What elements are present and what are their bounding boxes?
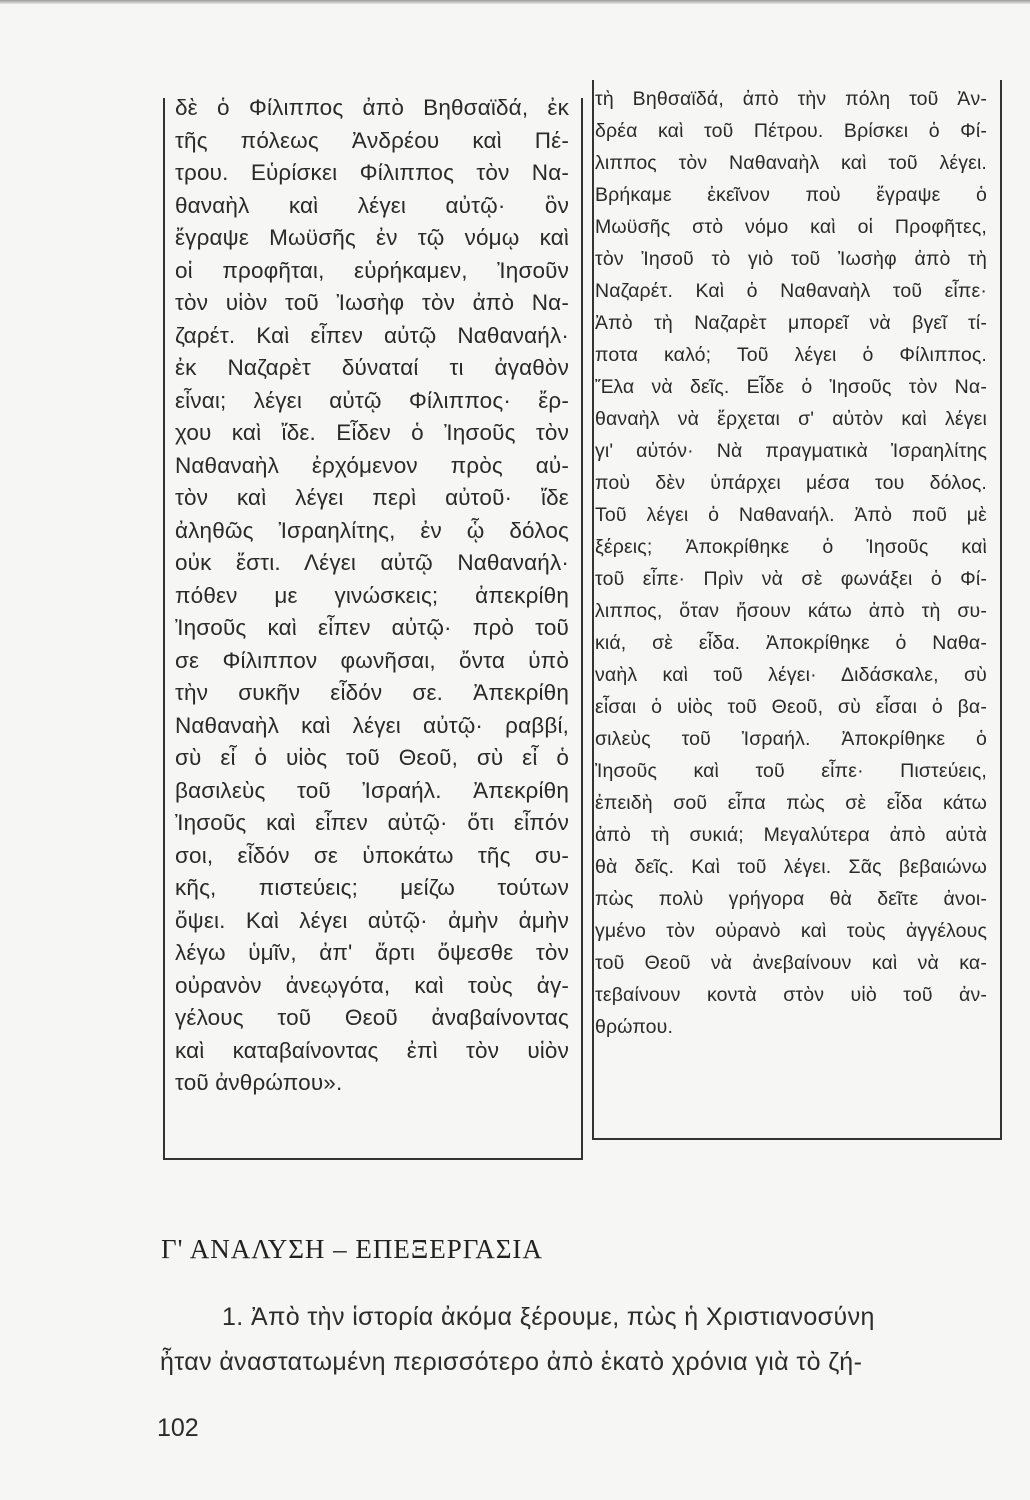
text-line: δρέα καὶ τοῦ Πέτρου. Βρίσκει ὁ Φί- xyxy=(595,120,987,142)
text-line: σοι, εἶδόν σε ὑποκάτω τῆς συ- xyxy=(175,842,569,868)
text-line: πὼς πολὺ γρήγορα θὰ δεῖτε ἀνοι- xyxy=(595,888,987,910)
text-line: χου καὶ ἴδε. Εἶδεν ὁ Ἰησοῦς τὸν xyxy=(175,420,569,445)
text-line: τῆς πόλεως Ἀνδρέου καὶ Πέ- xyxy=(175,127,569,153)
text-line: ξέρεις; Ἀποκρίθηκε ὁ Ἰησοῦς καὶ xyxy=(595,536,987,558)
text-line: λιππος τὸν Ναθαναὴλ καὶ τοῦ λέγει. xyxy=(595,152,987,174)
text-line: ἐκ Ναζαρὲτ δύναταί τι ἀγαθὸν xyxy=(175,355,569,380)
text-line: Ἰησοῦς καὶ εἶπεν αὐτῷ· ὅτι εἶπόν xyxy=(175,810,569,835)
text-line: Ἰησοῦς καὶ εἶπεν αὐτῷ· πρὸ τοῦ xyxy=(175,615,569,640)
paragraph-line: ἦταν ἀναστατωμένη περισσότερο ἀπὸ ἑκατὸ χρόνια γιὰ τὸ ζή- xyxy=(160,1348,863,1376)
text-line: βασιλεὺς τοῦ Ἰσραήλ. Ἀπεκρίθη xyxy=(175,777,569,803)
text-line: πόθεν με γινώσκεις; ἀπεκρίθη xyxy=(175,582,569,608)
text-line: ἀληθῶς Ἰσραηλίτης, ἐν ᾧ δόλος xyxy=(175,517,569,543)
text-line: ὄψει. Καὶ λέγει αὐτῷ· ἀμὴν ἀμὴν xyxy=(175,907,569,933)
text-line: ναὴλ καὶ τοῦ λέγει· Διδάσκαλε, σὺ xyxy=(595,664,987,686)
text-line: θαναὴλ καὶ λέγει αὐτῷ· ὃν xyxy=(175,192,569,218)
text-line: Ναθαναὴλ καὶ λέγει αὐτῷ· ραββί, xyxy=(175,712,569,738)
text-line: λέγω ὑμῖν, ἀπ' ἄρτι ὄψεσθε τὸν xyxy=(175,940,569,965)
text-line: ζαρέτ. Καὶ εἶπεν αὐτῷ Ναθαναήλ· xyxy=(175,322,569,348)
text-line: θαναὴλ νὰ ἔρχεται σ' αὐτὸν καὶ λέγει xyxy=(595,408,987,430)
translation-text-column xyxy=(595,83,987,1043)
text-line: Ἰησοῦς καὶ τοῦ εἶπε· Πιστεύεις, xyxy=(595,760,987,782)
text-line: κῆς, πιστεύεις; μείζω τούτων xyxy=(175,875,569,900)
text-line: καὶ καταβαίνοντας ἐπὶ τὸν υἱὸν xyxy=(175,1037,569,1063)
text-line: τρου. Εὑρίσκει Φίλιππος τὸν Να- xyxy=(175,160,569,185)
paragraph-line: 1. Ἀπὸ τὴν ἱστορία ἀκόμα ξέρουμε, πὼς ἡ Χριστιανοσύνη xyxy=(222,1303,875,1331)
text-line: τὸν Ἰησοῦ τὸ γιὸ τοῦ Ἰωσὴφ ἀπὸ τὴ xyxy=(595,248,987,270)
text-line: τοῦ Θεοῦ νὰ ἀνεβαίνουν καὶ νὰ κα- xyxy=(595,952,987,974)
text-line: οἱ προφῆται, εὑρήκαμεν, Ἰησοῦν xyxy=(175,257,569,283)
page-number: 102 xyxy=(157,1414,199,1442)
original-text-column xyxy=(175,92,569,1100)
text-line: τὸν υἱὸν τοῦ Ἰωσὴφ τὸν ἀπὸ Να- xyxy=(175,290,569,315)
text-line: ποτα καλό; Τοῦ λέγει ὁ Φίλιππος. xyxy=(595,344,987,366)
body-paragraph xyxy=(160,1295,1010,1385)
text-line: δὲ ὁ Φίλιππος ἀπὸ Βηθσαϊδά, ἐκ xyxy=(175,95,569,120)
text-line: Ἔλα νὰ δεῖς. Εἶδε ὁ Ἰησοῦς τὸν Να- xyxy=(595,376,987,398)
section-heading: Γ' ΑΝΑΛΥΣΗ – ΕΠΕΞΕΡΓΑΣΙΑ xyxy=(161,1234,543,1264)
text-line: οὐκ ἔστι. Λέγει αὐτῷ Ναθαναήλ· xyxy=(175,550,569,575)
text-line: Ναζαρέτ. Καὶ ὁ Ναθαναὴλ τοῦ εἶπε· xyxy=(595,280,987,302)
text-line: τοῦ εἶπε· Πρὶν νὰ σὲ φωνάξει ὁ Φί- xyxy=(595,568,987,590)
text-line: Βρήκαμε ἐκεῖνον ποὺ ἔγραψε ὁ xyxy=(595,184,987,206)
text-line: Ἀπὸ τὴ Ναζαρὲτ μπορεῖ νὰ βγεῖ τί- xyxy=(595,312,987,334)
text-line: κιά, σὲ εἶδα. Ἀποκρίθηκε ὁ Ναθα- xyxy=(595,632,987,654)
text-line: εἶναι; λέγει αὐτῷ Φίλιππος· ἔρ- xyxy=(175,387,569,413)
text-line: εἶσαι ὁ υἱὸς τοῦ Θεοῦ, σὺ εἶσαι ὁ βα- xyxy=(595,696,987,718)
text-line: οὐρανὸν ἀνεῳγότα, καὶ τοὺς ἀγ- xyxy=(175,972,569,998)
text-line: τοῦ ἀνθρώπου». xyxy=(175,1070,343,1095)
text-line: γμένο τὸν οὐρανὸ καὶ τοὺς ἀγγέλους xyxy=(595,920,987,942)
text-line: ἐπειδὴ σοῦ εἶπα πὼς σὲ εἶδα κάτω xyxy=(595,792,987,814)
text-line: σε Φίλιππον φωνῆσαι, ὄντα ὑπὸ xyxy=(175,647,569,673)
text-line: ἀπὸ τὴ συκιά; Μεγαλύτερα ἀπὸ αὐτὰ xyxy=(595,824,987,846)
text-line: ἔγραψε Μωϋσῆς ἐν τῷ νόμῳ καὶ xyxy=(175,225,569,250)
text-line: γέλους τοῦ Θεοῦ ἀναβαίνοντας xyxy=(175,1005,569,1030)
text-line: Ναθαναὴλ ἐρχόμενον πρὸς αὐ- xyxy=(175,452,569,478)
text-line: τὴ Βηθσαϊδά, ἀπὸ τὴν πόλη τοῦ Ἀν- xyxy=(595,88,987,110)
text-line: σὺ εἶ ὁ υἱὸς τοῦ Θεοῦ, σὺ εἶ ὁ xyxy=(175,745,569,770)
text-line: Τοῦ λέγει ὁ Ναθαναήλ. Ἀπὸ ποῦ μὲ xyxy=(595,504,987,526)
page-top-edge xyxy=(0,0,1030,4)
text-line: γι' αὐτόν· Νὰ πραγματικὰ Ἰσραηλίτης xyxy=(595,440,987,462)
text-line: λιππος, ὅταν ἤσουν κάτω ἀπὸ τὴ συ- xyxy=(595,600,987,622)
text-line: τεβαίνουν κοντὰ στὸν υἱὸ τοῦ ἀν- xyxy=(595,984,987,1006)
text-line: τὴν συκῆν εἶδόν σε. Ἀπεκρίθη xyxy=(175,680,569,705)
text-line: ποὺ δὲν ὑπάρχει μέσα του δόλος. xyxy=(595,472,987,494)
text-line: θρώπου. xyxy=(595,1016,674,1038)
text-line: θὰ δεῖς. Καὶ τοῦ λέγει. Σᾶς βεβαιώνω xyxy=(595,856,987,878)
text-line: Μωϋσῆς στὸ νόμο καὶ οἱ Προφῆτες, xyxy=(595,216,987,238)
text-line: τὸν καὶ λέγει περὶ αὐτοῦ· ἴδε xyxy=(175,485,569,510)
text-line: σιλεὺς τοῦ Ἰσραήλ. Ἀποκρίθηκε ὁ xyxy=(595,728,987,750)
